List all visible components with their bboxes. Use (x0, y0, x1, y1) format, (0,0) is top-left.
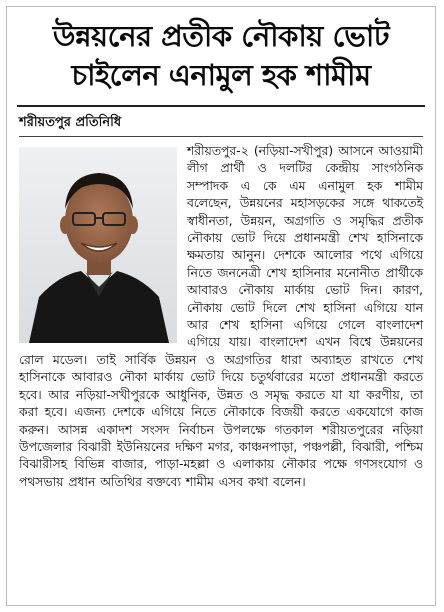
article-body (19, 143, 423, 491)
byline-underline (19, 136, 423, 137)
headline-line-2: চাইলেন এনামুল হক শামীম (71, 58, 371, 92)
byline: শরীয়তপুর প্রতিনিধি (19, 115, 122, 130)
headline-line-1: উন্নয়নের প্রতীক নৌকায় ভোট (52, 19, 390, 53)
portrait-photo (19, 147, 177, 343)
body-text: শরীয়তপুর-২ (নড়িয়া-সখীপুর) আসনে আওয়ামী লীগ প্রার্থী ও দলটির কেন্দ্রীয় সাংগঠনিক সম্পাদক এ কে এম এনামুল হক শামীম বলেছেন, উন্নয়নের মহাসড়কের সঙ্গে থাকতেই স্বাধীনতা, উন্নয়ন, অগ্রগতি ও সমৃদ্ধির প্রতীক নৌকায় ভোট দিয়ে প্রধানমন্ত্রী শেখ হাসিনাকে ক্ষমতায় আনুন। দেশকে আলোর পথে এগিয়ে নিতে জননেত্রী শেখ হাসিনার মনোনীত প্রার্থীকে আবারও নৌকায় মার্কায় ভোট দিন। কারণ, নৌকায় ভোট দিলে শেখ হাসিনা এগিয়ে যান আর শেখ হাসিনা এগিয়ে গেলে বাংলাদেশ এগিয়ে যায়। বাংলাদেশ এখন বিশ্বে উন্নয়নের রোল মডেল। তাই সার্বিক উন্নয়ন ও অগ্রগতির ধারা অব্যাহত রাখতে শেখ হাসিনাকে আবারও নৌকা মার্কায় ভোট দিয়ে চতুর্থবারের মতো প্রধানমন্ত্রী করতে হবে। আর নড়িয়া-সখীপুরকে আধুনিক, উন্নত ও সমৃদ্ধ করতে যা যা করণীয়, তা করা হবে। এজন্য দেশকে এগিয়ে নিতে নৌকাকে বিজয়ী করতে একযোগে কাজ করুন। আসন্ন একাদশ সংসদ নির্বাচন উপলক্ষে গতকাল শরীয়তপুরের নড়িয়া উপজেলার বিঝারী ইউনিয়নের দক্ষিণ মগর, কাঞ্চনপাড়া, পঞ্চপল্লী, বিঝারী, পশ্চিম বিঝারীসহ বিভিন্ন বাজার, পাড়া-মহল্লা ও এলাকায় নৌকার পক্ষে গণসংযোগ ও পথসভায় প্রধান অতিথির বক্তব্যে শামীম এসব কথা বলেন। (19, 144, 423, 489)
news-clipping (6, 6, 436, 606)
headline-divider (17, 105, 425, 107)
portrait-image (19, 147, 177, 343)
headline (17, 17, 425, 95)
